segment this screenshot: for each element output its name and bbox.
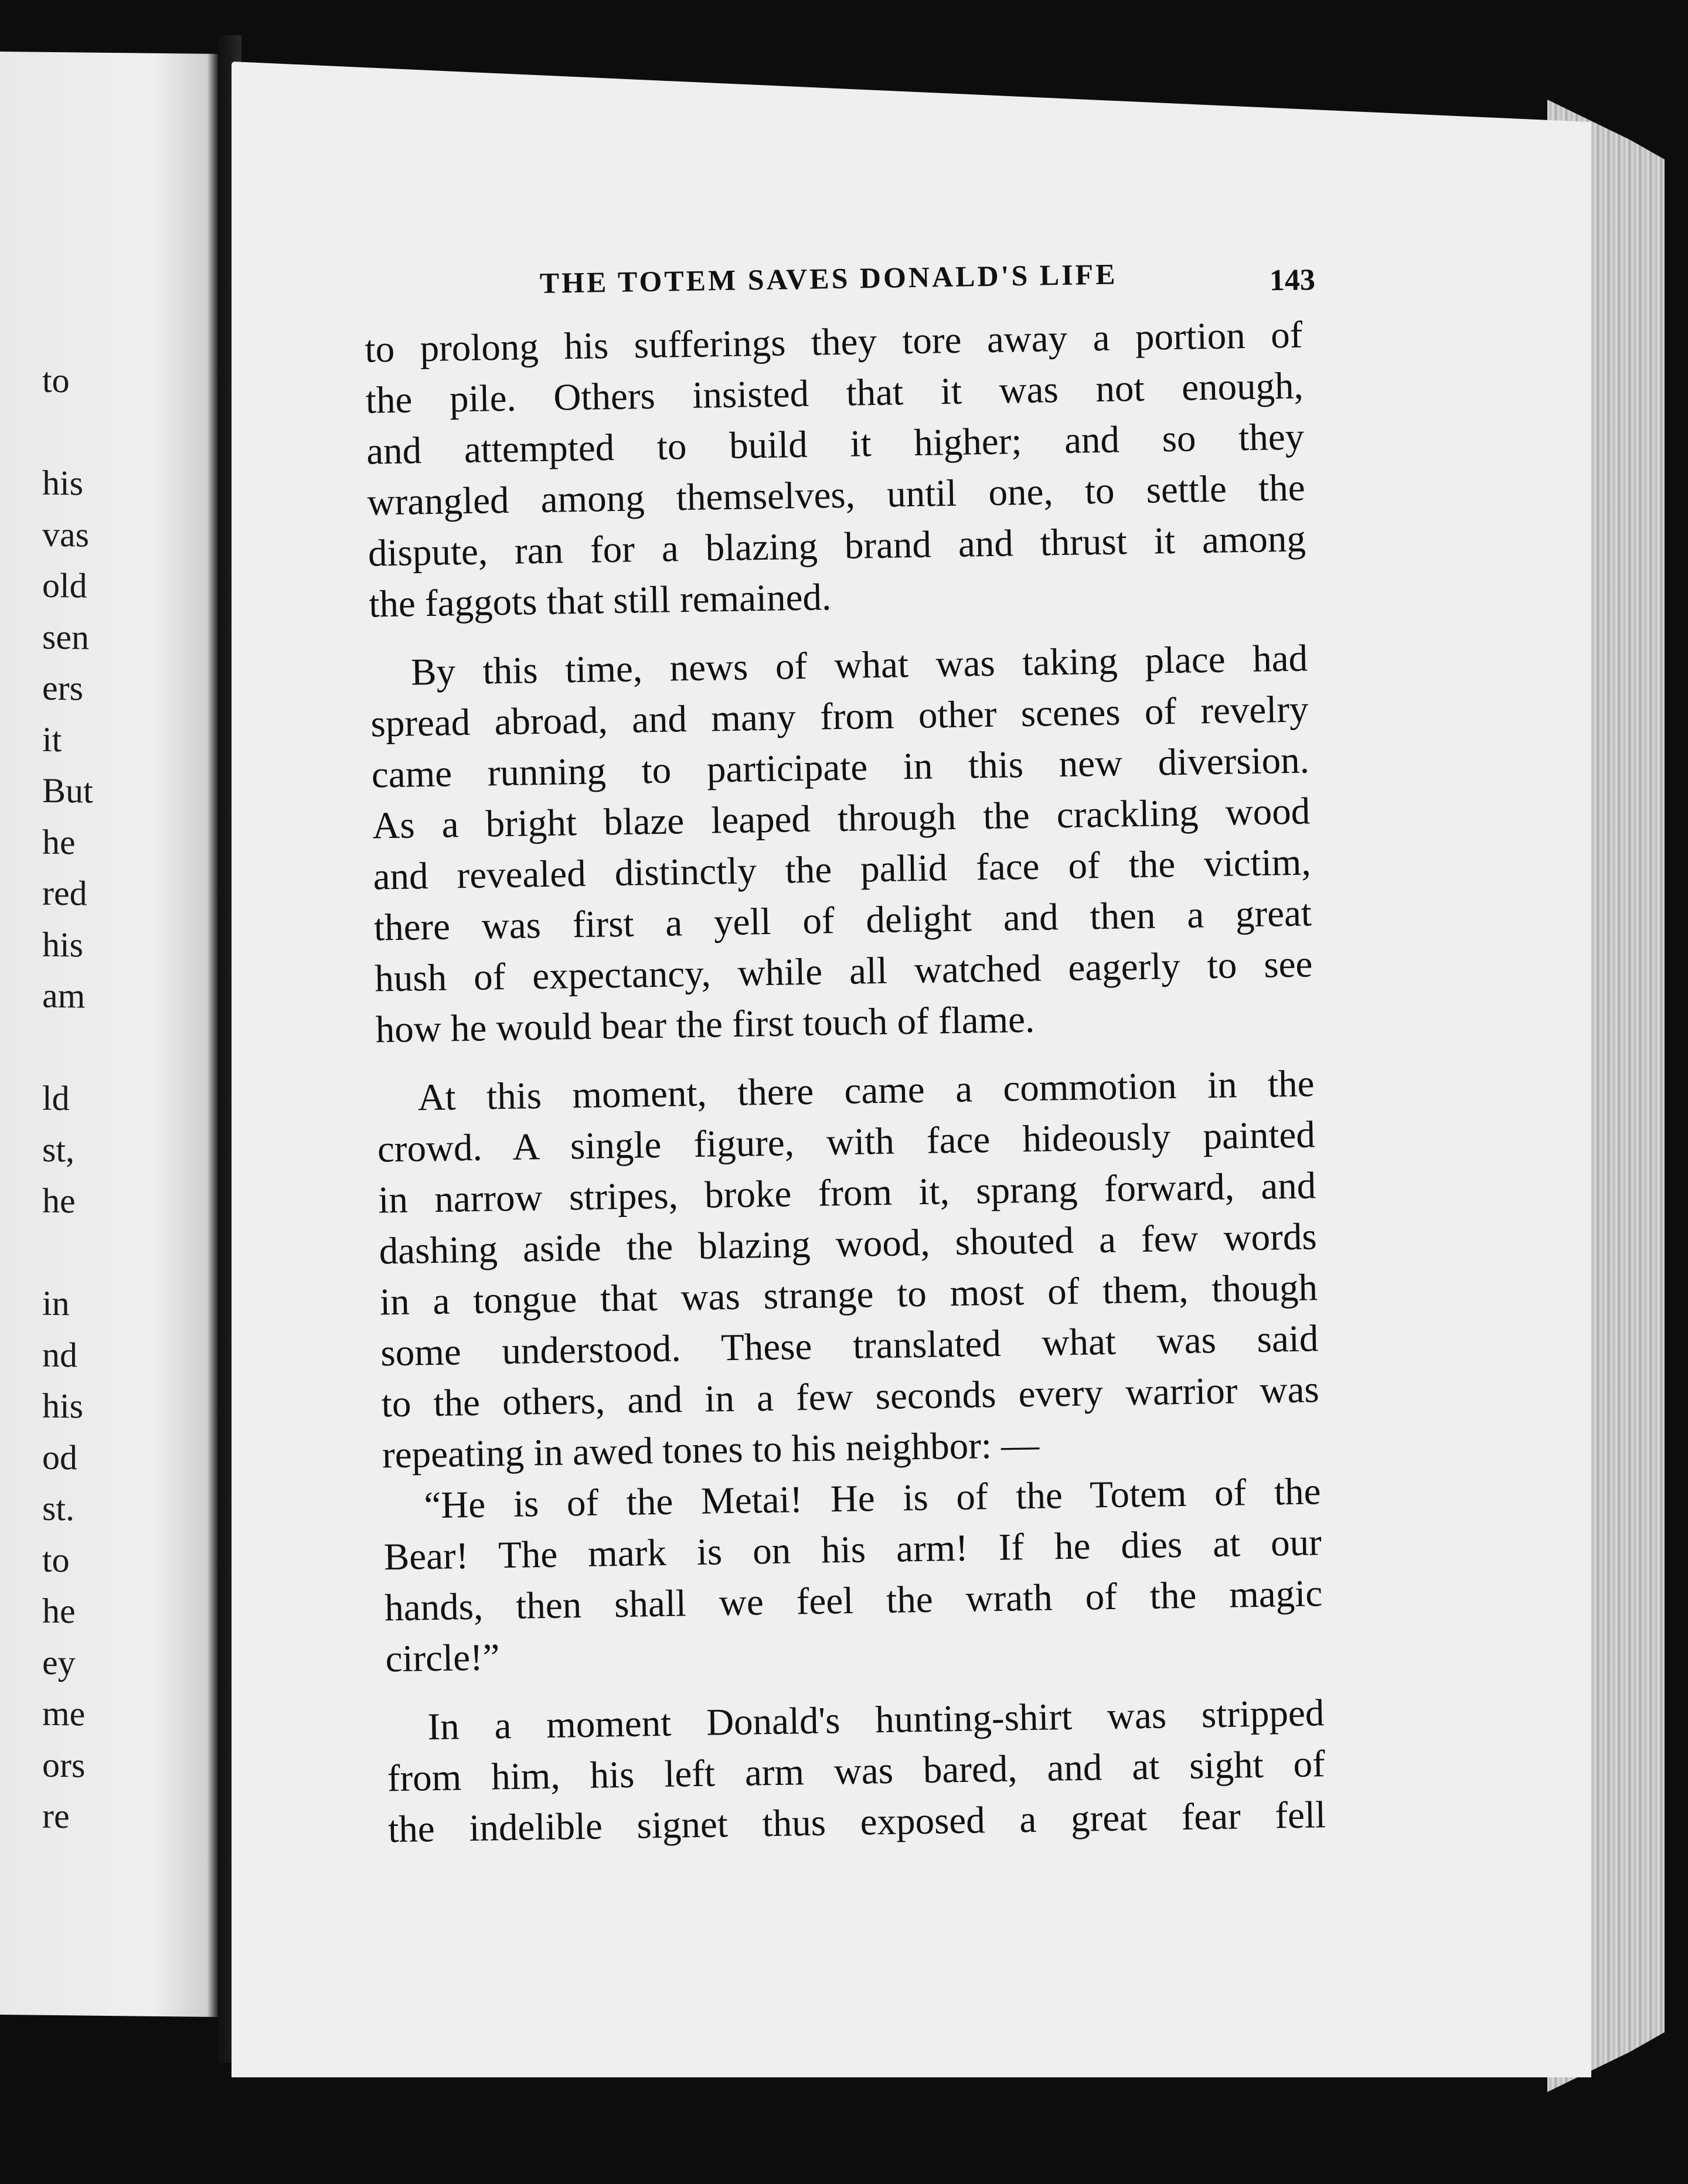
paragraph <box>365 310 1307 631</box>
left-edge-word: But <box>42 771 93 810</box>
text-line: the faggots that still remained. <box>368 576 832 626</box>
left-edge-word: vas <box>42 515 89 554</box>
left-edge-word: me <box>42 1694 86 1733</box>
text-line: In a moment Donald's hunting-shirt was stripped <box>427 1692 1325 1749</box>
page-number: 143 <box>1269 263 1316 298</box>
paragraph <box>376 1058 1321 1481</box>
left-edge-word: red <box>42 873 87 913</box>
left-edge-word: ey <box>42 1643 76 1682</box>
left-edge-word: sen <box>42 617 89 657</box>
left-edge-word: his <box>42 463 84 503</box>
left-edge-word: to <box>42 360 70 400</box>
text-line: some understood. These translated what was said <box>380 1317 1319 1375</box>
left-edge-word: old <box>42 565 87 605</box>
left-edge-word: ers <box>42 668 83 708</box>
left-edge-word: he <box>42 1591 76 1631</box>
paragraph <box>370 633 1314 1055</box>
text-line: At this moment, there came a commotion in the <box>417 1062 1315 1119</box>
left-edge-word: to <box>42 1540 70 1580</box>
body-text <box>365 310 1326 1856</box>
left-edge-word: he <box>42 822 76 862</box>
text-line: spread abroad, and many from other scenes of revelry <box>370 688 1309 745</box>
running-title: THE TOTEM SAVES DONALD'S LIFE <box>539 257 1118 299</box>
left-edge-word: st. <box>42 1488 75 1528</box>
left-edge-word: od <box>42 1437 77 1477</box>
text-line: circle!” <box>385 1636 501 1681</box>
text-line: dashing aside the blazing wood, shouted a few words <box>379 1215 1318 1273</box>
left-edge-word: am <box>42 976 86 1016</box>
text-line: and revealed distinctly the pallid face of the victim, <box>373 841 1312 898</box>
text-line: As a bright blaze leaped through the crackling wood <box>372 790 1311 847</box>
text-line: in narrow stripes, broke from it, sprang forward, and <box>377 1164 1316 1222</box>
text-line: to the others, and in a few seconds every warrior was <box>381 1368 1320 1426</box>
text-line: how he would bear the first touch of flame. <box>375 998 1035 1051</box>
paragraph <box>386 1688 1326 1855</box>
text-line: the pile. Others insisted that it was not enough, <box>365 364 1304 422</box>
text-line: hands, then shall we feel the wrath of the magic <box>384 1572 1323 1630</box>
text-line: the indelible signet thus exposed a great fear fell <box>387 1794 1326 1851</box>
left-edge-word: his <box>42 925 84 965</box>
text-line: came running to participate in this new diversion. <box>371 739 1310 796</box>
text-line: repeating in awed tones to his neighbor: — <box>382 1423 1040 1477</box>
left-edge-word: it <box>42 720 62 759</box>
left-edge-word: in <box>42 1283 70 1323</box>
left-edge-word: his <box>42 1386 84 1426</box>
text-line: wrangled among themselves, until one, to settle the <box>367 466 1306 524</box>
text-line: crowd. A single figure, with face hideously painted <box>377 1113 1316 1171</box>
left-edge-word: he <box>42 1181 76 1221</box>
text-line: dispute, ran for a blazing brand and thrust it among <box>367 517 1306 575</box>
left-edge-word: nd <box>42 1335 77 1375</box>
text-line: Bear! The mark is on his arm! If he dies at our <box>383 1521 1322 1579</box>
text-line: to prolong his sufferings they tore away a portion of <box>364 314 1303 371</box>
text-line: in a tongue that was strange to most of them, though <box>379 1266 1318 1324</box>
text-line: from him, his left arm was bared, and at sight of <box>387 1743 1326 1800</box>
left-edge-word: ld <box>42 1078 70 1118</box>
left-edge-word: re <box>42 1796 70 1836</box>
left-edge-word: st, <box>42 1130 75 1170</box>
paragraph <box>383 1466 1323 1685</box>
left-edge-word: ors <box>42 1745 86 1785</box>
text-line: there was first a yell of delight and then a great <box>373 892 1312 949</box>
text-line: By this time, news of what was taking place had <box>410 637 1308 694</box>
text-line: “He is of the Metai! He is of the Totem of the <box>423 1470 1321 1527</box>
text-line: hush of expectancy, while all watched eagerly to see <box>374 943 1313 1000</box>
text-line: and attempted to build it higher; and so they <box>366 415 1305 473</box>
